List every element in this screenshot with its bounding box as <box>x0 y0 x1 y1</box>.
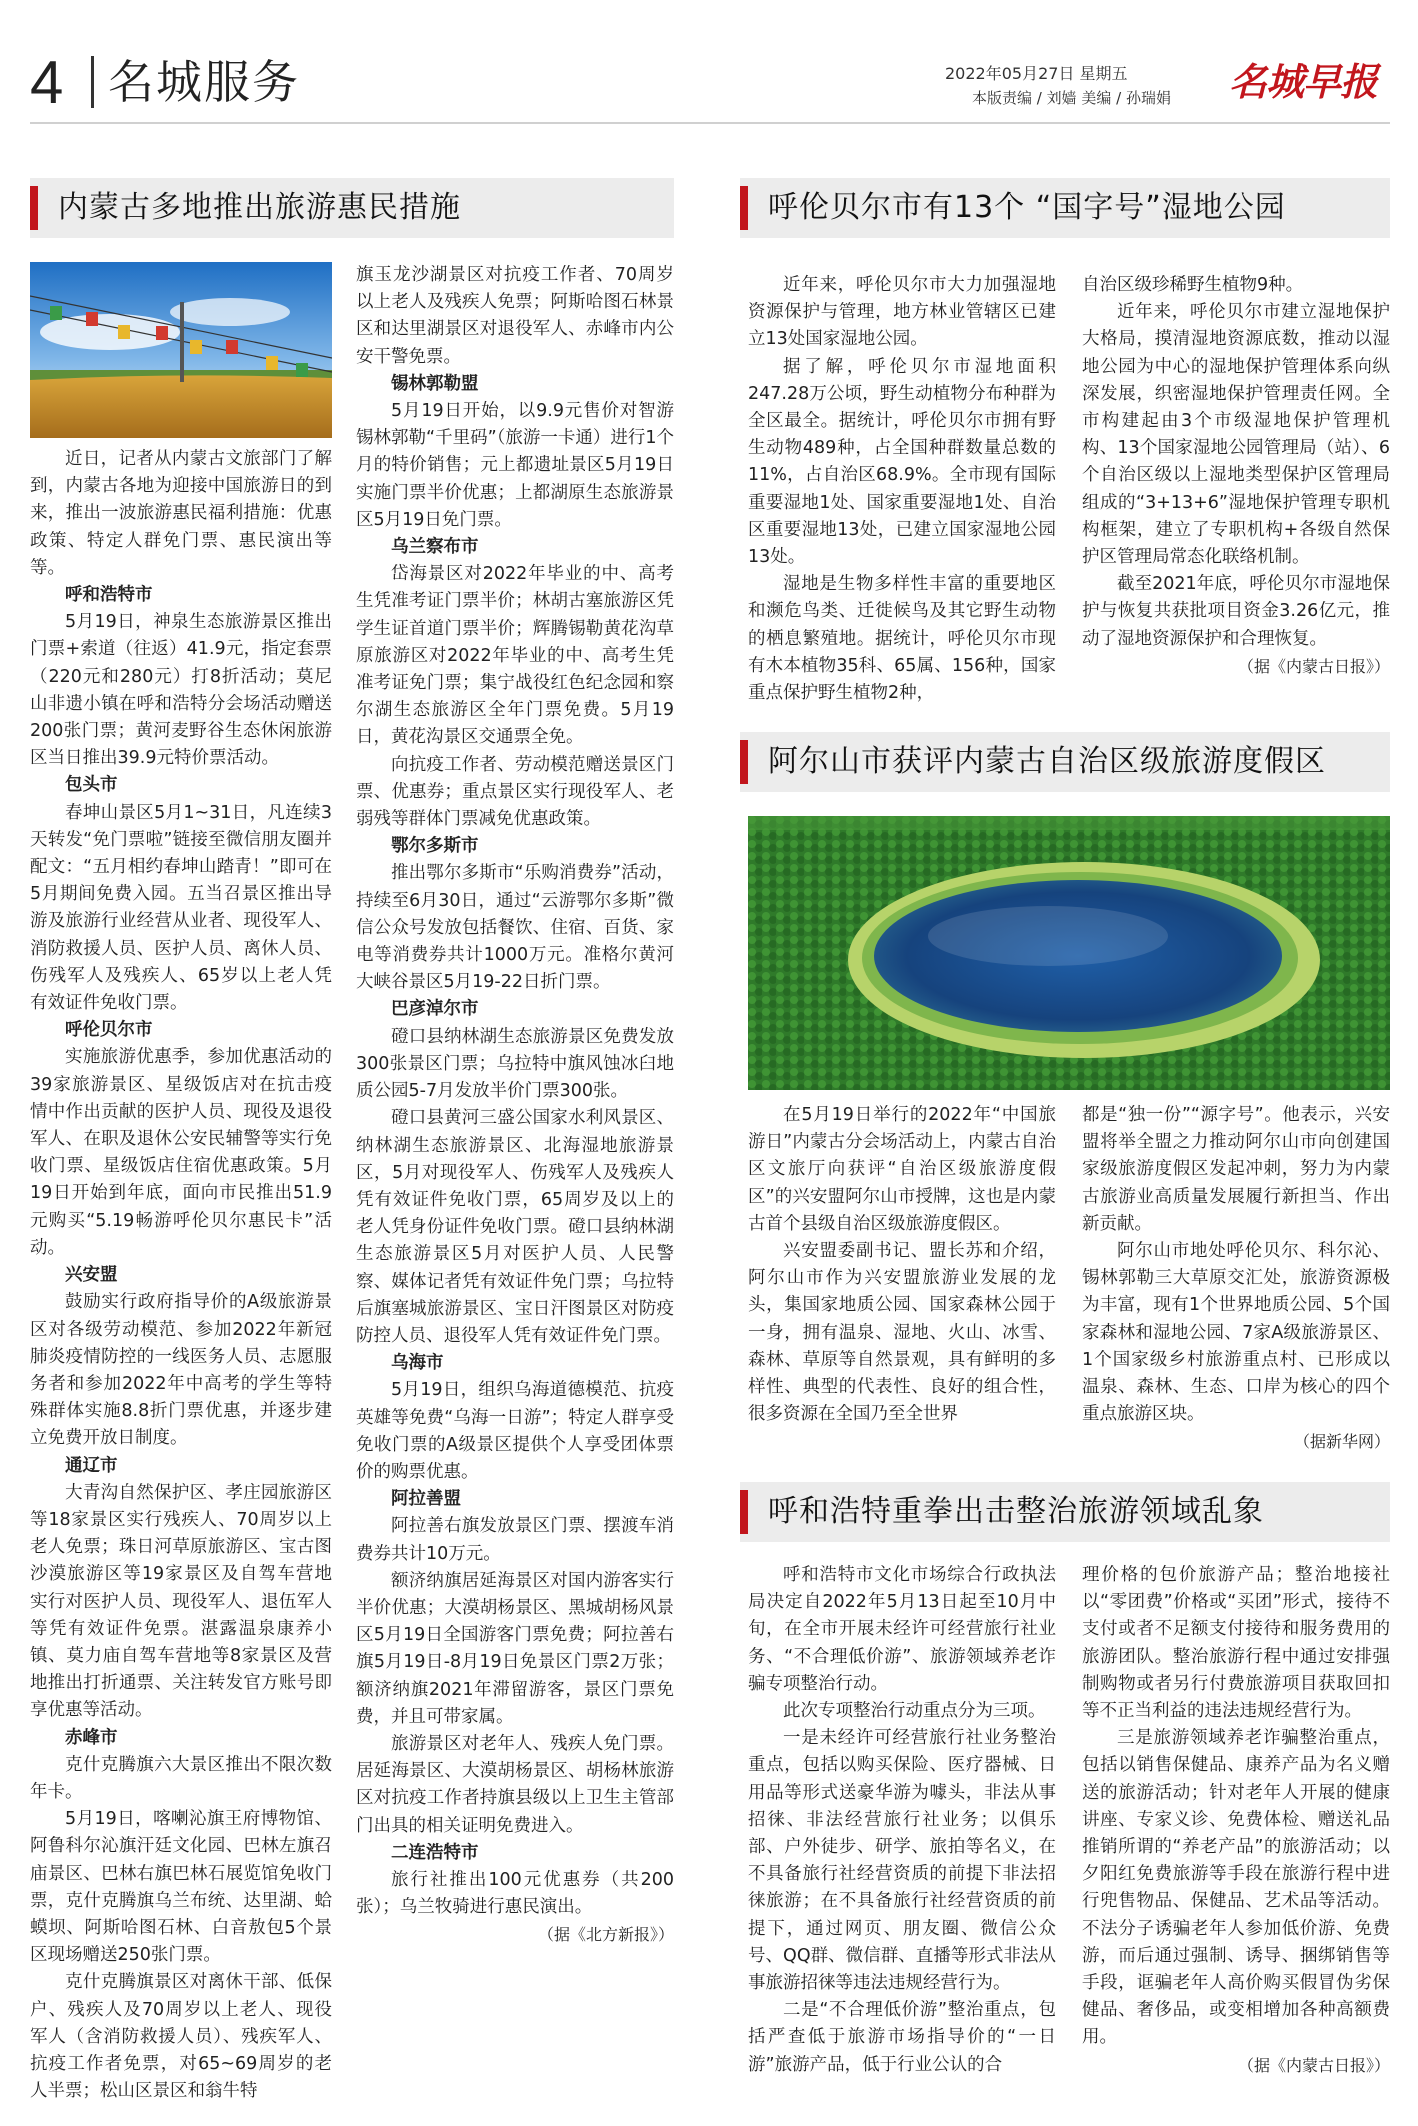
paragraph: 旗玉龙沙湖景区对抗疫工作者、70周岁以上老人及残疾人免票；阿斯哈图石林景区和达里湖景区对退役军人、赤峰市内公安干警免票。 <box>356 265 674 367</box>
headline-accent <box>30 186 38 230</box>
paragraph: 额济纳旗居延海景区对国内游客实行半价优惠；大漠胡杨景区、黑城胡杨风景区5月19日全国游客门票免费；阿拉善右旗5月19日-8月19日免景区门票2万张；额济纳旗2021年滞留游客，景区门票免费，并且可带家属。 <box>356 1570 674 1727</box>
article-source: （据《北方新报》） <box>537 1925 674 1945</box>
article-arxan-col1 <box>748 1102 1056 1428</box>
paragraph: 三是旅游领域养老诈骗整治重点，包括以销售保健品、康养产品为名义赠送的旅游活动；针对老年人开展的健康讲座、专家义诊、免费体检、赠送礼品推销所谓的“养老产品”的旅游活动；以夕阳红免费旅游等手段在旅游行程中进行兜售物品、保健品、艺术品等活动。不法分子诱骗老年人参加低价游、免费游，而后通过强制、诱导、捆绑销售等手段，诓骗老年人高价购买假冒伪劣保健品、奢侈品，或变相增加各种高额费用。 <box>1082 1728 1390 2048</box>
subhead-bayannur: 巴彦淖尔市 <box>391 999 479 1020</box>
paragraph: 5月19日，组织乌海道德模范、抗疫英雄等免费“乌海一日游”；特定人群享受免收门票的A级景区提供个人享受团体票价的购票优惠。 <box>356 1380 674 1482</box>
paragraph: 一是未经许可经营旅行社业务整治重点，包括以购买保险、医疗器械、日用品等形式送豪华游为噱头，非法从事招徕、非法经营旅行社业务；以俱乐部、户外徒步、研学、旅拍等名义，在不具备旅行社经营资质的前提下非法招徕旅游；在不具备旅行社经营资质的前提下，通过网页、朋友圈、微信公众号、QQ群、微信群、直播等形式非法从事旅游招徕等违法违规经营行为。 <box>748 1728 1056 1994</box>
newspaper-logo: 名城早报 <box>1229 59 1378 104</box>
subhead-alxa: 阿拉善盟 <box>391 1489 461 1510</box>
paragraph: 阿拉善右旗发放景区门票、摆渡车消费券共计10万元。 <box>356 1516 674 1564</box>
issue-date: 2022年05月27日 星期五 <box>945 64 1128 83</box>
lake-forest-photo <box>748 816 1390 1090</box>
paragraph: 磴口县纳林湖生态旅游景区免费发放300张景区门票；乌拉特中旗风蚀冰臼地质公园5-7月发放半价门票300张。 <box>356 1026 674 1102</box>
paragraph: 在5月19日举行的2022年“中国旅游日”内蒙古分会场活动上，内蒙古自治区文旅厅向获评“自治区级旅游度假区”的兴安盟阿尔山市授牌，这也是内蒙古首个县级自治区级旅游度假区。 <box>748 1105 1056 1234</box>
subhead-hohhot: 呼和浩特市 <box>65 585 153 606</box>
headline-tourism-benefits: 内蒙古多地推出旅游惠民措施 <box>58 190 461 225</box>
paragraph: 呼和浩特市文化市场综合行政执法局决定自2022年5月13日起至10月中旬，在全市开展未经许可经营旅行社业务、“不合理低价游”、旅游领域养老诈骗专项整治行动。 <box>748 1565 1056 1694</box>
subhead-tongliao: 通辽市 <box>65 1455 118 1476</box>
paragraph: 鼓励实行政府指导价的A级旅游景区对各级劳动模范、参加2022年新冠肺炎疫情防控的一线医务人员、志愿服务者和参加2022年中高考的学生等特殊群体实施8.8折门票优惠，并逐步建立免费开放日制度。 <box>30 1292 332 1449</box>
section-title: 名城服务 <box>108 55 300 109</box>
article-tourism-col2 <box>356 262 674 1949</box>
paragraph: 都是“独一份”“源字号”。他表示，兴安盟将举全盟之力推动阿尔山市向创建国家级旅游度假区发起冲刺，努力为内蒙古旅游业高质量发展履行新担当、作出新贡献。 <box>1082 1105 1390 1234</box>
article-crackdown-col2 <box>1082 1562 1390 2079</box>
paragraph: 旅行社推出100元优惠券（共200张）；乌兰牧骑进行惠民演出。 <box>356 1869 674 1918</box>
headline-arxan-resort: 阿尔山市获评内蒙古自治区级旅游度假区 <box>768 744 1326 779</box>
paragraph: 5月19日，神泉生态旅游景区推出门票+索道（往返）41.9元，指定套票（220元和280元）打8折活动；莫尼山非遗小镇在呼和浩特分会场活动赠送200张门票；黄河麦野谷生态休闲旅游区当日推出39.9元特价票活动。 <box>30 612 332 769</box>
paragraph: 近日，记者从内蒙古文旅部门了解到，内蒙古各地为迎接中国旅游日的到来，推出一波旅游惠民福利措施：优惠政策、特定人群免门票、惠民演出等等。 <box>30 449 332 578</box>
cable-car-photo <box>30 262 332 438</box>
subhead-erenhot: 二连浩特市 <box>391 1842 479 1863</box>
headline-accent <box>740 740 748 784</box>
paragraph: 据了解，呼伦贝尔市湿地面积247.28万公顷，野生动植物分布种群为全区最全。据统计，呼伦贝尔市拥有野生动物489种，占全国种群数量总数的11%，占自治区68.9%。全市现有国际重要湿地1处、国家重要湿地1处、自治区重要湿地13处，已建立国家湿地公园13处。 <box>748 356 1056 568</box>
article-crackdown-col1 <box>748 1562 1056 2079</box>
subhead-wuhai: 乌海市 <box>391 1353 444 1374</box>
subhead-ordos: 鄂尔多斯市 <box>391 836 479 857</box>
subhead-chifeng: 赤峰市 <box>65 1727 118 1748</box>
headline-tourism-crackdown: 呼和浩特重拳出击整治旅游领域乱象 <box>768 1494 1264 1529</box>
paragraph: 兴安盟委副书记、盟长苏和介绍，阿尔山市作为兴安盟旅游业发展的龙头，集国家地质公园、国家森林公园于一身，拥有温泉、湿地、火山、冰雪、森林、草原等自然景观，具有鲜明的多样性、典型的代表性、良好的组合性，很多资源在全国乃至全世界 <box>748 1241 1056 1425</box>
paragraph: 推出鄂尔多斯市“乐购消费券”活动，持续至6月30日，通过“云游鄂尔多斯”微信公众号发放包括餐饮、住宿、百货、家电等消费券共计1000万元。准格尔黄河大峡谷景区5月19-22日折门票。 <box>356 863 674 993</box>
masthead-rule <box>30 122 1390 124</box>
paragraph: 阿尔山市地处呼伦贝尔、科尔沁、锡林郭勒三大草原交汇处，旅游资源极为丰富，现有1个世界地质公园、5个国家森林和湿地公园、7家A级旅游景区、1个国家级乡村旅游重点村、已形成以温泉、森林、生态、口岸为核心的四个重点旅游区块。 <box>1082 1241 1390 1425</box>
paragraph: 二是“不合理低价游”整治重点，包括严查低于旅游市场指导价的“一日游”旅游产品，低于行业公认的合 <box>748 2000 1056 2075</box>
article-source: （据新华网） <box>1293 1432 1390 1452</box>
headline-bar-tourism-crackdown <box>740 1482 1390 1542</box>
paragraph: 近年来，呼伦贝尔市建立湿地保护大格局，摸清湿地资源底数，推动以湿地公园为中心的湿地保护管理体系向纵深发展，织密湿地保护管理责任网。全市构建起由3个市级湿地保护管理机构、13个国家湿地公园管理局（站）、6个自治区级以上湿地类型保护区管理局组成的“3+13+6”湿地保护管理专职机构框架，建立了专职机构+各级自然保护区管理局常态化联络机制。 <box>1082 302 1390 568</box>
headline-bar-wetland-parks <box>740 178 1390 238</box>
article-wetland-col2 <box>1082 272 1390 680</box>
paragraph: 克什克腾旗景区对离休干部、低保户、残疾人及70周岁以上老人、现役军人（含消防救援人员）、残疾军人、抗疫工作者免票，对65~69周岁的老人半票；松山区景区和翁牛特 <box>30 1972 332 2102</box>
paragraph: 克什克腾旗六大景区推出不限次数年卡。 <box>30 1754 332 1802</box>
paragraph: 自治区级珍稀野生植物9种。 <box>1082 275 1304 295</box>
headline-wetland-parks: 呼伦贝尔市有13个 “国字号”湿地公园 <box>768 190 1286 225</box>
paragraph: 湿地是生物多样性丰富的重要地区和濒危鸟类、迁徙候鸟及其它野生动物的栖息繁殖地。据统计，呼伦贝尔市现有木本植物35科、65属、156种，国家重点保护野生植物2种， <box>748 574 1056 704</box>
article-source: （据《内蒙古日报》） <box>1237 2055 1390 2075</box>
article-source: （据《内蒙古日报》） <box>1237 656 1390 676</box>
headline-bar-arxan-resort <box>740 732 1390 792</box>
subhead-xingan: 兴安盟 <box>65 1265 118 1286</box>
paragraph: 此次专项整治行动重点分为三项。 <box>783 1701 1046 1722</box>
paragraph: 实施旅游优惠季，参加优惠活动的39家旅游景区、星级饭店对在抗击疫情中作出贡献的医护人员、现役及退役军人、在职及退休公安民辅警等实行免收门票、星级饭店住宿优惠政策。5月19日开始到年底，面向市民推出51.9元购买“5.19畅游呼伦贝尔惠民卡”活动。 <box>30 1047 332 1258</box>
article-wetland-col1 <box>748 272 1056 707</box>
page-number: 4 <box>30 49 64 116</box>
article-tourism-col1 <box>30 446 332 2105</box>
paragraph: 5月19日，喀喇沁旗王府博物馆、阿鲁科尔沁旗汗廷文化园、巴林左旗召庙景区、巴林右旗巴林石展览馆免收门票，克什克腾旗乌兰布统、达里湖、蛤蟆坝、阿斯哈图石林、白音敖包5个景区现场赠送250张门票。 <box>30 1809 332 1966</box>
paragraph: 磴口县黄河三盛公国家水利风景区、纳林湖生态旅游景区、北海湿地旅游景区，5月对现役军人、伤残军人及残疾人凭有效证件免收门票，65周岁及以上的老人凭身份证件免收门票。磴口县纳林湖生态旅游景区5月对医护人员、人民警察、媒体记者凭有效证件免门票；乌拉特后旗塞城旅游景区、宝日汗图景区对防疫防控人员、退役军人凭有效证件免门票。 <box>356 1108 674 1346</box>
paragraph: 向抗疫工作者、劳动模范赠送景区门票、优惠券；重点景区实行现役军人、老弱残等群体门票减免优惠政策。 <box>356 754 674 830</box>
paragraph: 旅游景区对老年人、残疾人免门票。居延海景区、大漠胡杨景区、胡杨林旅游区对抗疫工作者持旗县级以上卫生主管部门出具的相关证明免费进入。 <box>356 1733 674 1836</box>
paragraph: 春坤山景区5月1~31日，凡连续3天转发“免门票啦”链接至微信朋友圈并配文：“五月相约春坤山踏青！”即可在5月期间免费入园。五当召景区推出导游及旅游行业经营从业者、现役军人、消防救援人员、医护人员、离休人员、伤残军人及残疾人、65岁以上老人凭有效证件免收门票。 <box>30 802 332 1014</box>
headline-bar-tourism-benefits <box>30 178 674 238</box>
subhead-xilingol: 锡林郭勒盟 <box>391 373 479 394</box>
paragraph: 截至2021年底，呼伦贝尔市湿地保护与恢复共获批项目资金3.26亿元，推动了湿地资源保护和合理恢复。 <box>1082 574 1390 649</box>
paragraph: 5月19日开始，以9.9元售价对智游锡林郭勒“千里码”（旅游一卡通）进行1个月的特价销售；元上都遗址景区5月19日实施门票半价优惠；上都湖原生态旅游景区5月19日免门票。 <box>356 401 675 530</box>
paragraph: 近年来，呼伦贝尔市大力加强湿地资源保护与管理，地方林业管辖区已建立13处国家湿地公园。 <box>748 275 1056 350</box>
paragraph: 大青沟自然保护区、孝庄园旅游区等18家景区实行残疾人、70周岁以上老人免票；珠日河草原旅游区、宝古图沙漠旅游区等19家景区及自驾车营地实行对医护人员、现役军人、退伍军人等凭有效证件免票。湛露温泉康养小镇、莫力庙自驾车营地等8家景区及营地推出打折通票、关注转发官方账号即享优惠等活动。 <box>30 1482 332 1721</box>
masthead-divider <box>91 56 94 108</box>
paragraph: 岱海景区对2022年毕业的中、高考生凭准考证门票半价；林胡古塞旅游区凭学生证首道门票半价；辉腾锡勒黄花沟草原旅游区对2022年毕业的中、高考生凭准考证免门票；集宁战役红色纪念园和察尔湖生态旅游区全年门票免费。5月19日，黄花沟景区交通票全免。 <box>356 564 674 748</box>
editor-credits: 本版责编 / 刘嫱 美编 / 孙瑞娟 <box>972 89 1171 107</box>
headline-accent <box>740 186 748 230</box>
subhead-hulunbuir: 呼伦贝尔市 <box>65 1020 153 1041</box>
paragraph: 理价格的包价旅游产品；整治地接社以“零团费”价格或“买团”形式，接待不支付或者不足额支付接待和服务费用的旅游团队。整治旅游行程中通过安排强制购物或者另行付费旅游项目获取回扣等不正当利益的违法违规经营行为。 <box>1082 1565 1390 1722</box>
article-arxan-col2 <box>1082 1102 1390 1456</box>
headline-accent <box>740 1490 748 1534</box>
subhead-ulanqab: 乌兰察布市 <box>391 537 479 558</box>
subhead-baotou: 包头市 <box>65 775 118 796</box>
